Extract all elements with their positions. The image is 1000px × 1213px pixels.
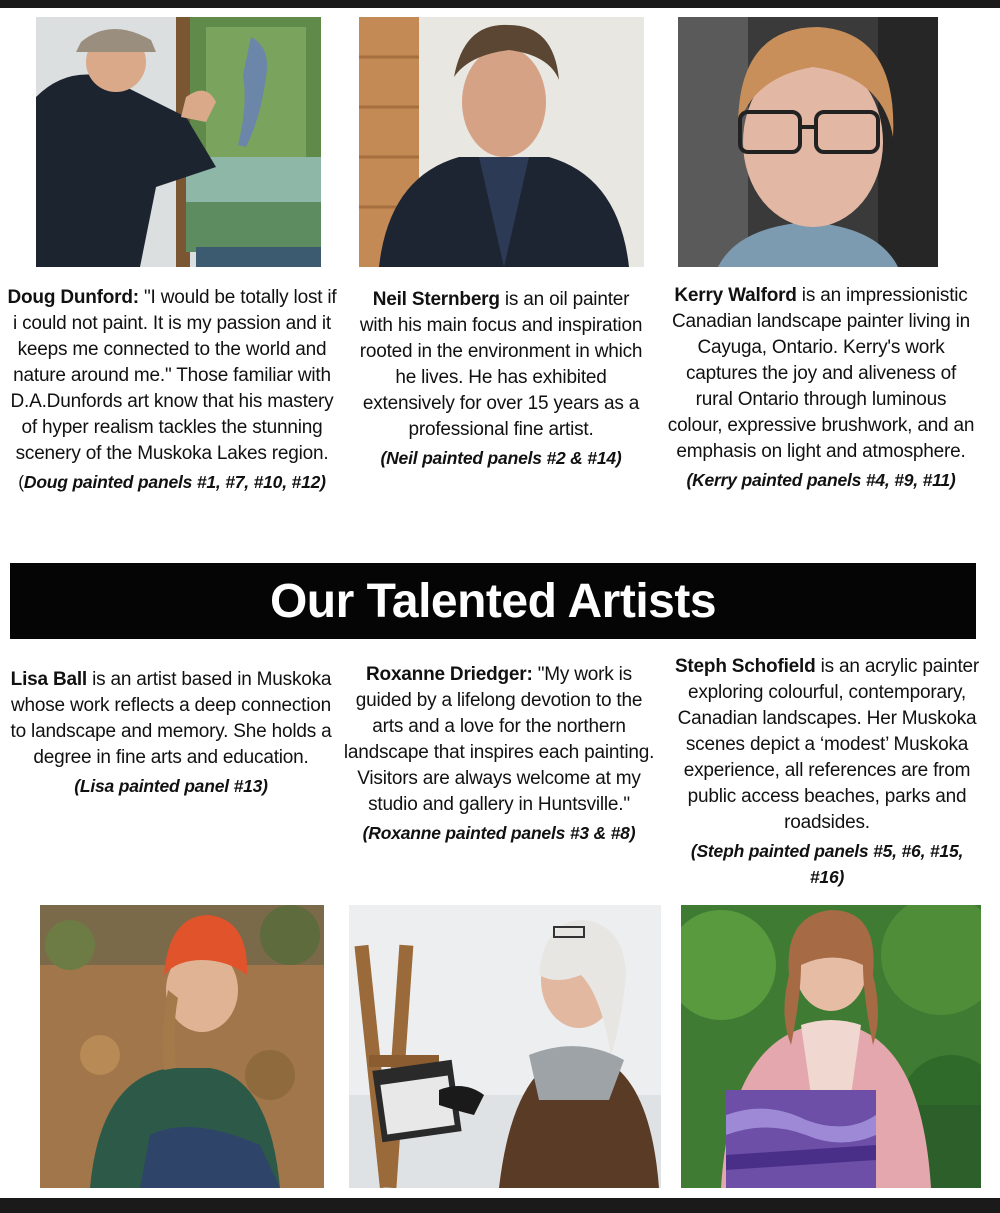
artist-name: Neil Sternberg [372,289,500,310]
photo-lisa-ball [40,905,324,1188]
artist-credit: (Roxanne painted panels #3 & #8) [362,823,636,843]
photo-neil-sternberg [359,17,644,267]
artist-credit: (Kerry painted panels #4, #9, #11) [686,470,956,490]
bio-steph-schofield [672,654,982,890]
artist-description: is an artist based in Muskoka whose work reflects a deep connection to landscape and memory. She holds a degree in fine arts and education. [10,669,332,768]
top-edge [0,0,1000,8]
bottom-edge [0,1198,1000,1213]
artist-name: Kerry Walford [674,285,797,306]
artist-description: is an impressionistic Canadian landscape painter living in Cayuga, Ontario. Kerry's work captures the joy and aliveness of rural Ontario through luminous colour, expressive brushwork, and an emphasis on light and atmosphere. [667,285,975,462]
artist-name: Lisa Ball [10,669,88,690]
bio-roxanne-driedger [342,662,656,846]
artist-credit: (Neil painted panels #2 & #14) [380,448,622,468]
artist-name: Steph Schofield [674,656,816,677]
artist-credit: (Doug painted panels #1, #7, #10, #12) [18,472,326,492]
artist-credit: (Lisa painted panel #13) [74,776,268,796]
photo-roxanne-driedger [349,905,661,1188]
artist-description: is an acrylic painter exploring colourful, contemporary, Canadian landscapes. Her Muskoka scenes depict a ‘modest’ Muskoka experience, all references are from public access beaches, parks and roadsides. [677,656,980,833]
bio-kerry-walford [666,283,976,493]
section-banner [10,563,976,639]
page-title: Our Talented Artists [269,574,717,628]
artist-description: "I would be totally lost if i could not paint. It is my passion and it keeps me connected to the world and nature around me." Those familiar with D.A.Dunfords art know that his mastery of hyper realism tackles the stunning scenery of the Muskoka Lakes region. [10,287,337,464]
artist-description: "My work is guided by a lifelong devotion to the arts and a love for the northern landscape that inspires each painting. Visitors are always welcome at my studio and gallery in Huntsville." [343,664,655,815]
artist-credit: (Steph painted panels #5, #6, #15, #16) [690,841,964,887]
bio-lisa-ball [10,667,332,799]
bio-doug-dunford [4,285,340,495]
artist-name: Doug Dunford: [7,287,139,308]
bio-neil-sternberg [356,287,646,471]
photo-steph-schofield [681,905,981,1188]
photo-doug-dunford [36,17,321,267]
photo-kerry-walford [678,17,938,267]
artist-name: Roxanne Driedger: [366,664,533,685]
artist-description: is an oil painter with his main focus and inspiration rooted in the environment in which he lives. He has exhibited extensively for over 15 years as a professional fine artist. [359,289,643,440]
